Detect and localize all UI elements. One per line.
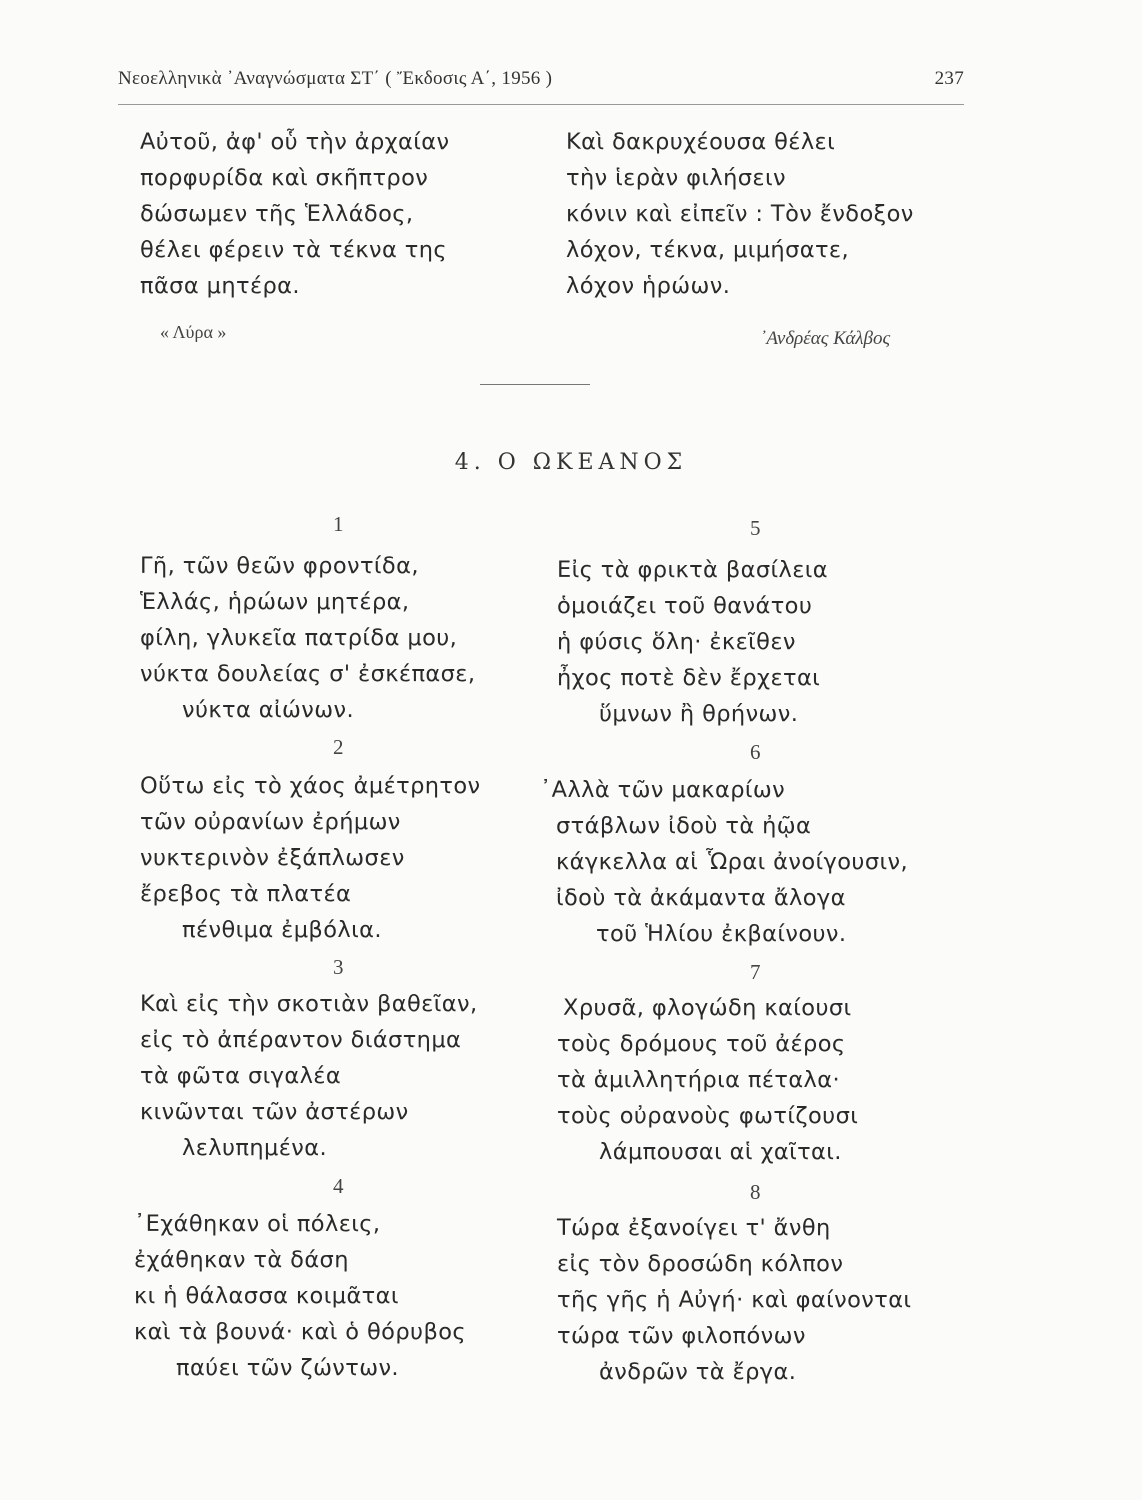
verse-line: Χρυσᾶ, φλογώδη καίουσι	[563, 995, 852, 1021]
verse-line: καὶ τὰ βουνά· καὶ ὁ θόρυβος	[134, 1319, 466, 1345]
verse-line: νυκτερινὸν ἐξάπλωσεν	[140, 845, 405, 871]
verse-line: πᾶσα μητέρα.	[140, 273, 300, 299]
verse-line: Οὕτω εἰς τὸ χάος ἀμέτρητον	[140, 773, 481, 799]
stanza-number: 8	[750, 1180, 761, 1204]
verse-line: Ἑλλάς, ἡρώων μητέρα,	[140, 589, 410, 615]
verse-line: Καὶ εἰς τὴν σκοτιὰν βαθεῖαν,	[140, 991, 478, 1017]
stanza	[557, 1210, 911, 1390]
stanza-number: 6	[750, 740, 761, 764]
verse-line: Καὶ δακρυχέουσα θέλει	[566, 129, 836, 155]
stanza	[540, 772, 908, 952]
poem-title: 4. Ο ΩΚΕΑΝΟΣ	[454, 450, 688, 475]
verse-line: κόνιν καὶ εἰπεῖν : Τὸν ἔνδοξον	[566, 201, 914, 227]
running-title: Νεοελληνικὰ ᾿Αναγνώσματα ΣΤ΄ ( Ἔκδοσις Α΄, 1956 )	[118, 68, 553, 89]
verse-line: τοὺς οὐρανοὺς φωτίζουσι	[557, 1103, 859, 1129]
stanza	[140, 986, 478, 1166]
poem-author: ᾿Ανδρέας Κάλβος	[760, 328, 891, 349]
verse-line: νύκτα αἰώνων.	[182, 697, 354, 723]
verse-line: νύκτα δουλείας σ' ἐσκέπασε,	[140, 661, 476, 687]
verse-line: Γῆ, τῶν θεῶν φροντίδα,	[140, 553, 419, 579]
top-poem-left-column	[140, 124, 449, 304]
verse-line: τὴν ἱερὰν φιλήσειν	[566, 165, 786, 191]
stanza	[140, 548, 475, 728]
verse-line: ἀνδρῶν τὰ ἔργα.	[599, 1359, 797, 1385]
header-rule	[118, 104, 964, 105]
verse-line: λελυπημένα.	[182, 1135, 328, 1161]
stanza-number: 4	[333, 1174, 344, 1198]
verse-line: πένθιμα ἐμβόλια.	[182, 917, 382, 943]
verse-line: Αὐτοῦ, ἀφ' οὗ τὴν ἀρχαίαν	[140, 129, 450, 155]
verse-line: ἐχάθηκαν τὰ δάση	[134, 1247, 349, 1273]
stanza-number: 1	[333, 512, 344, 536]
verse-line: στάβλων ἰδοὺ τὰ ἠῷα	[556, 813, 812, 839]
stanza	[140, 768, 481, 948]
verse-line: λόχον ἡρώων.	[566, 273, 731, 299]
verse-line: ἦχος ποτὲ δὲν ἔρχεται	[557, 665, 821, 691]
verse-line: ὕμνων ἢ θρήνων.	[599, 701, 799, 727]
verse-line: λάμπουσαι αἱ χαῖται.	[599, 1139, 842, 1165]
verse-line: Εἰς τὰ φρικτὰ βασίλεια	[557, 557, 829, 583]
stanza-number: 3	[333, 955, 344, 979]
verse-line: κι ἡ θάλασσα κοιμᾶται	[134, 1283, 399, 1309]
page-number: 237	[934, 68, 964, 89]
running-header	[118, 68, 964, 90]
stanza-number: 2	[333, 735, 344, 759]
verse-line: ἔρεβος τὰ πλατέα	[140, 881, 352, 907]
verse-line: τὰ ἁμιλλητήρια πέταλα·	[557, 1067, 841, 1093]
verse-line: πορφυρίδα καὶ σκῆπτρον	[140, 165, 429, 191]
verse-line: ᾿Εχάθηκαν οἱ πόλεις,	[134, 1211, 381, 1237]
top-poem-right-column	[566, 124, 914, 304]
verse-line: λόχον, τέκνα, μιμήσατε,	[566, 237, 850, 263]
verse-line: εἰς τὸ ἀπέραντον διάστημα	[140, 1027, 462, 1053]
stanza-number: 5	[750, 516, 761, 540]
verse-line: δώσωμεν τῆς Ἑλλάδος,	[140, 201, 414, 227]
verse-line: τῆς γῆς ἡ Αὐγή· καὶ φαίνονται	[557, 1287, 912, 1313]
stanza	[557, 990, 858, 1170]
verse-line: κινῶνται τῶν ἀστέρων	[140, 1099, 409, 1125]
verse-line: τοὺς δρόμους τοῦ ἀέρος	[557, 1031, 846, 1057]
stanza-number: 7	[750, 960, 761, 984]
verse-line: θέλει φέρειν τὰ τέκνα της	[140, 237, 448, 263]
verse-line: Τώρα ἐξανοίγει τ' ἄνθη	[557, 1215, 831, 1241]
stanza	[134, 1206, 466, 1386]
verse-line: ὁμοιάζει τοῦ θανάτου	[557, 593, 813, 619]
verse-line: τῶν οὐρανίων ἐρήμων	[140, 809, 401, 835]
stanza	[557, 552, 828, 732]
verse-line: τώρα τῶν φιλοπόνων	[557, 1323, 806, 1349]
verse-line: ἰδοὺ τὰ ἀκάμαντα ἄλογα	[556, 885, 846, 911]
verse-line: κάγκελλα αἱ Ὧραι ἀνοίγουσιν,	[556, 849, 909, 875]
verse-line: ᾿Αλλὰ τῶν μακαρίων	[540, 777, 786, 803]
section-separator	[480, 384, 590, 385]
poem-source: « Λύρα »	[160, 322, 227, 342]
verse-line: φίλη, γλυκεῖα πατρίδα μου,	[140, 625, 458, 651]
verse-line: τοῦ Ἡλίου ἐκβαίνουν.	[596, 921, 847, 947]
verse-line: εἰς τὸν δροσώδη κόλπον	[557, 1251, 844, 1277]
verse-line: παύει τῶν ζώντων.	[176, 1355, 399, 1381]
verse-line: τὰ φῶτα σιγαλέα	[140, 1063, 342, 1089]
verse-line: ἡ φύσις ὅλη· ἐκεῖθεν	[557, 629, 796, 655]
